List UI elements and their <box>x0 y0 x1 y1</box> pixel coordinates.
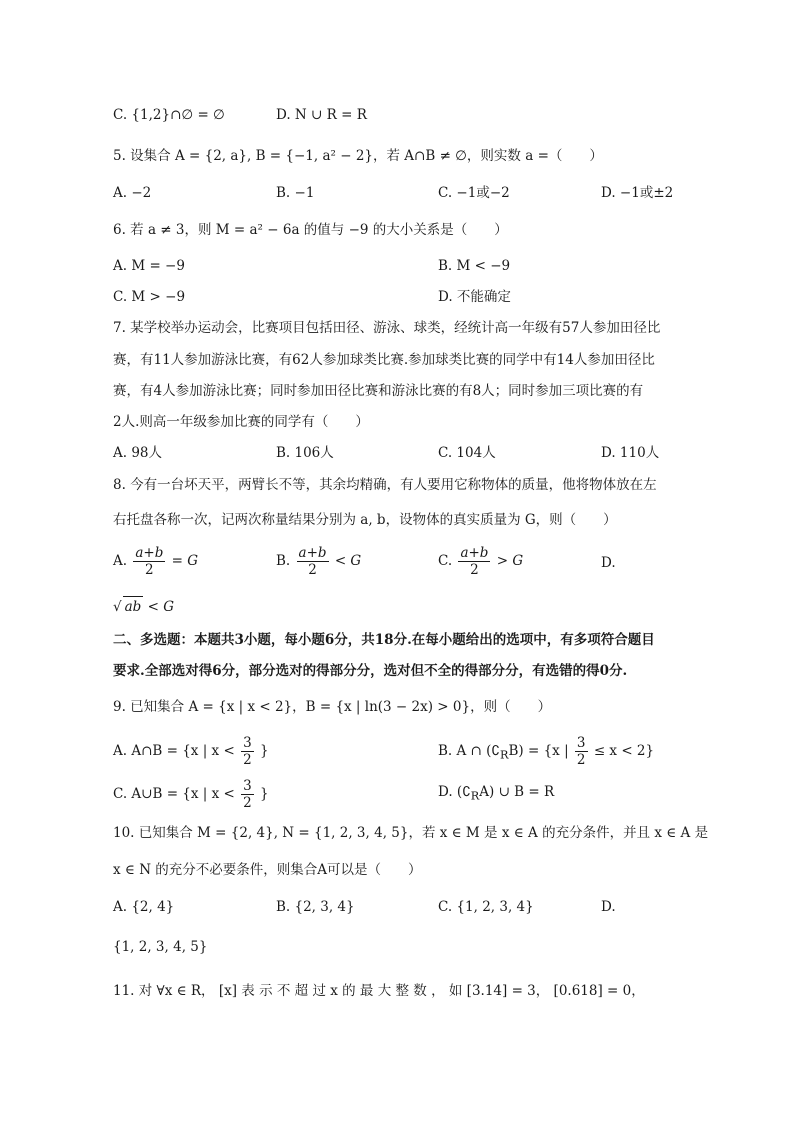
relation: < G <box>334 553 362 569</box>
fraction-numerator: 3 <box>243 735 252 751</box>
q11-stem-line-1: 11. 对 ∀x ∈ R， [x] 表 示 不 超 过 x 的 最 大 整 数 ， 如 [3.14] = 3， [0.618] = 0， <box>113 983 645 999</box>
q10-option-b: B. {2, 3, 4} <box>276 899 355 915</box>
option-text: A. A∩B = {x | x < <box>113 743 235 759</box>
q8-stem-line-1: 8. 今有一台坏天平，两臂长不等，其余均精确，有人要用它称物体的质量，他将物体放在左 <box>113 477 657 493</box>
q8-option-c <box>438 545 523 578</box>
option-text: D. (∁ <box>438 784 471 800</box>
q4-option-c: C. {1,2}∩∅ = ∅ <box>113 107 225 123</box>
fraction-denominator: 2 <box>576 752 586 768</box>
q10-option-c: C. {1, 2, 3, 4} <box>438 899 534 915</box>
fraction-denominator: 2 <box>243 752 252 768</box>
fraction-numerator: a+b <box>135 545 164 561</box>
option-text: A) ∪ B = R <box>479 784 555 800</box>
fraction-denominator: 2 <box>470 562 479 578</box>
q7-option-a: A. 98人 <box>113 445 163 461</box>
q8-option-a <box>113 545 198 578</box>
q6-option-a: A. M = −9 <box>113 258 185 274</box>
subscript: R <box>500 748 509 762</box>
q6-stem: 6. 若 a ≠ 3，则 M = a² − 6a 的值与 −9 的大小关系是（ ） <box>113 222 508 238</box>
q6-option-d: D. 不能确定 <box>438 289 511 305</box>
q7-option-d: D. 110人 <box>601 445 660 461</box>
q9-option-c <box>113 778 269 811</box>
q6-option-c: C. M > −9 <box>113 289 186 305</box>
option-text: ≤ x < 2} <box>593 743 655 759</box>
q10-stem-line-1: 10. 已知集合 M = {2, 4}, N = {1, 2, 3, 4, 5}，若 x ∈ M 是 x ∈ A 的充分条件，并且 x ∈ A 是 <box>113 825 709 841</box>
q5-option-d: D. −1或±2 <box>601 185 674 201</box>
fraction-numerator: 3 <box>243 778 252 794</box>
q5-stem: 5. 设集合 A = {2, a}, B = {−1, a² − 2}，若 A∩B ≠ ∅，则实数 a =（ ） <box>113 148 603 164</box>
option-text: B. A ∩ (∁ <box>438 743 501 759</box>
q5-option-b: B. −1 <box>276 185 315 201</box>
option-label: C. <box>438 553 453 569</box>
q7-option-c: C. 104人 <box>438 445 496 461</box>
q7-stem-line-2: 赛，有11人参加游泳比赛，有62人参加球类比赛.参加球类比赛的同学中有14人参加田径比 <box>113 352 655 368</box>
q9-option-b <box>438 735 654 768</box>
q7-stem-line-3: 赛，有4人参加游泳比赛；同时参加田径比赛和游泳比赛的有8人；同时参加三项比赛的有 <box>113 383 644 399</box>
fraction <box>575 735 588 768</box>
fraction-numerator: a+b <box>460 545 489 561</box>
fraction-denominator: 2 <box>145 562 154 578</box>
q8-stem-line-2: 右托盘各称一次，记两次称量结果分别为 a, b，设物体的真实质量为 G，则（ ） <box>113 512 617 528</box>
q9-option-d <box>438 782 554 807</box>
option-label: B. <box>276 553 291 569</box>
fraction-numerator: 3 <box>576 735 586 751</box>
q5-option-a: A. −2 <box>113 185 152 201</box>
q4-option-d: D. N ∪ R = R <box>276 107 367 123</box>
q10-option-d: {1, 2, 3, 4, 5} <box>113 939 208 955</box>
q10-stem-line-2: x ∈ N 的充分不必要条件，则集合A可以是（ ） <box>113 862 422 878</box>
fraction <box>241 735 254 768</box>
q9-option-a <box>113 735 269 768</box>
q7-option-b: B. 106人 <box>276 445 334 461</box>
option-text: B) = {x | <box>508 743 569 759</box>
relation: < G <box>143 599 174 615</box>
option-text: C. A∪B = {x | x < <box>113 786 235 802</box>
fraction <box>133 545 165 578</box>
subscript: R <box>470 789 480 803</box>
relation: > G <box>496 553 524 569</box>
option-label: A. <box>113 553 128 569</box>
relation: = G <box>171 553 199 569</box>
q5-option-c: C. −1或−2 <box>438 185 510 201</box>
q6-option-b: B. M < −9 <box>438 258 511 274</box>
q7-stem-line-1: 7. 某学校举办运动会，比赛项目包括田径、游泳、球类，经统计高一年级有57人参加田径比 <box>113 320 661 336</box>
q8-option-d-label: D. <box>601 555 616 571</box>
option-text: } <box>260 786 269 802</box>
section-2-instructions-line-1: 二、多选题：本题共3小题，每小题6分，共18分.在每小题给出的选项中，有多项符合题目 <box>113 632 655 648</box>
section-2-instructions-line-2: 要求.全部选对得6分，部分选对的得部分分，选对但不全的得部分分，有选错的得0分. <box>113 663 628 679</box>
fraction-denominator: 2 <box>243 795 252 811</box>
q8-option-d <box>113 596 174 617</box>
q9-stem: 9. 已知集合 A = {x | x < 2}，B = {x | ln(3 − 2x) > 0}，则（ ） <box>113 699 552 715</box>
fraction-denominator: 2 <box>308 562 317 578</box>
fraction-numerator: a+b <box>298 545 327 561</box>
q10-option-d-label: D. <box>601 899 616 915</box>
sqrt-sign-icon: √ <box>113 599 122 615</box>
q10-option-a: A. {2, 4} <box>113 899 175 915</box>
q8-option-b <box>276 545 361 578</box>
fraction <box>297 545 329 578</box>
fraction <box>241 778 254 811</box>
option-text: } <box>259 743 269 759</box>
sqrt-radicand: ab <box>123 596 144 617</box>
fraction <box>458 545 490 578</box>
q7-stem-line-4: 2人.则高一年级参加比赛的同学有（ ） <box>113 414 369 430</box>
